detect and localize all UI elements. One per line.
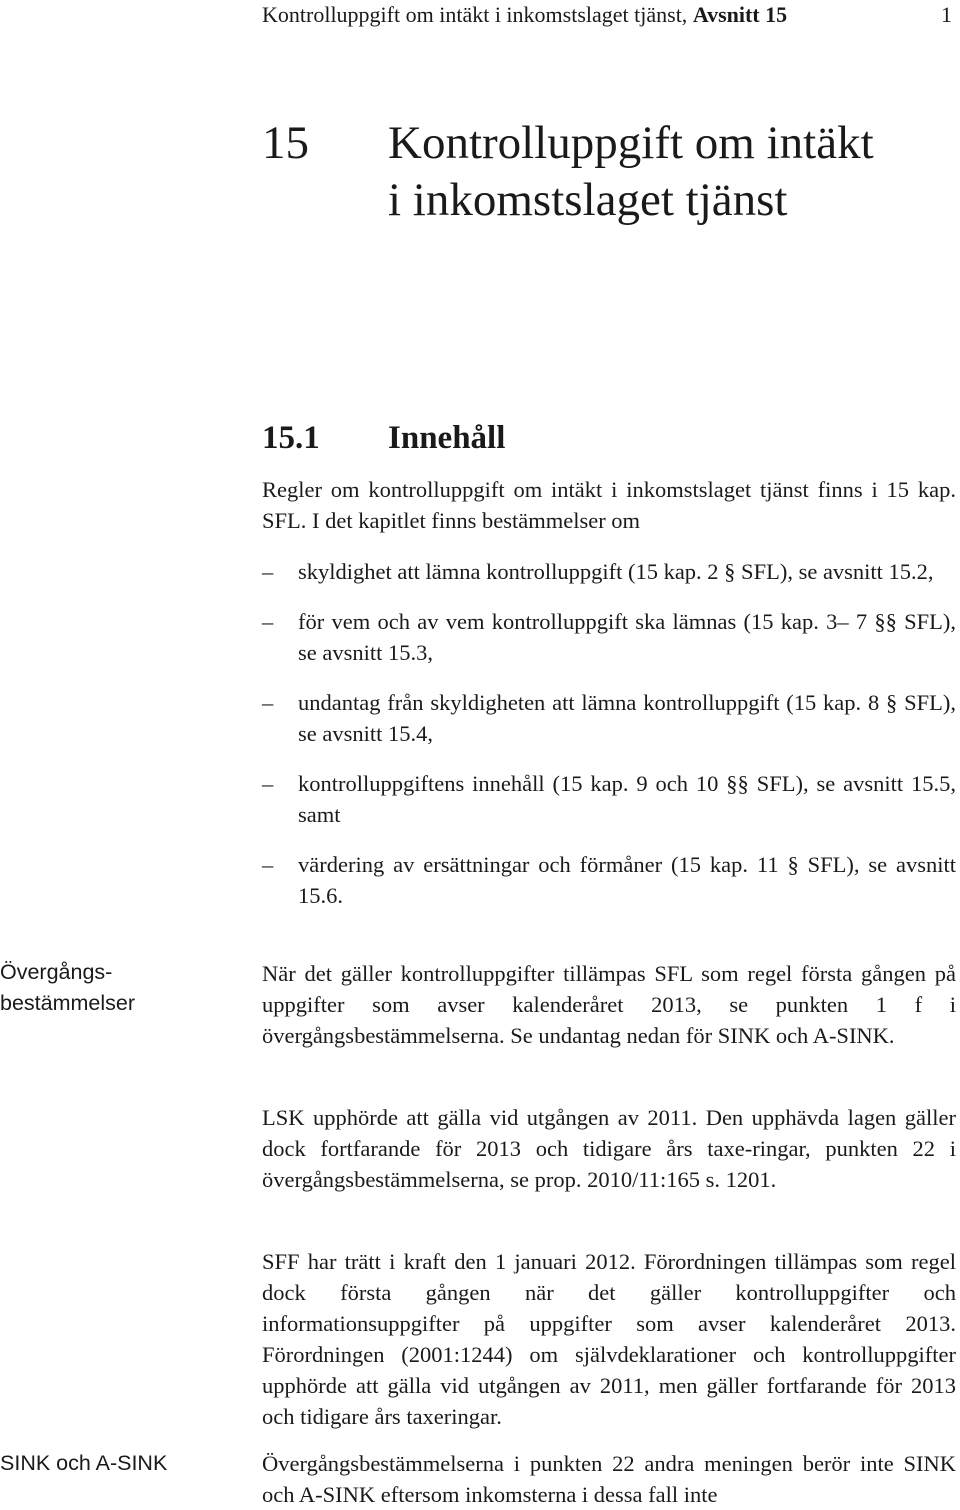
paragraph-lsk: [262, 1102, 956, 1195]
paragraph-text: När det gäller kontrolluppgifter tillämpas SFL som regel första gången på uppgifter som avser kalenderåret 2013, se punkten 1 f i övergångsbestämmelserna. Se undantag nedan för SINK och A-SINK.: [262, 961, 956, 1048]
page-number: 1: [941, 2, 952, 27]
chapter-title-line-1: Kontrolluppgift om intäkt: [388, 117, 874, 169]
chapter-title: [388, 115, 874, 229]
running-header: [262, 0, 952, 30]
list-item-text: undantag från skyldigheten att lämna kontrolluppgift (15 kap. 8 § SFL), se avsnitt 15.4,: [298, 690, 956, 746]
margin-heading-sink: SINK och A-SINK: [0, 1451, 168, 1475]
chapter-heading: [262, 115, 952, 229]
content-list: [262, 556, 956, 930]
running-section: Avsnitt 15: [692, 2, 788, 27]
dash-marker: –: [262, 852, 274, 877]
margin-heading-line-1: Övergångs-: [0, 960, 113, 984]
chapter-number: 15: [262, 117, 309, 169]
section-title: Innehåll: [388, 420, 506, 456]
paragraph-sink: [262, 1448, 956, 1510]
paragraph-sff: [262, 1246, 956, 1432]
list-item: [262, 687, 956, 749]
chapter-title-line-2: i inkomstslaget tjänst: [388, 174, 788, 226]
dash-marker: –: [262, 690, 274, 715]
list-item: [262, 849, 956, 911]
margin-heading-transition: [0, 957, 240, 1019]
intro-text: Regler om kontrolluppgift om intäkt i inkomstslaget tjänst finns i 15 kap. SFL. I det kapitlet finns bestämmelser om: [262, 477, 956, 533]
paragraph-transition: [262, 958, 956, 1051]
dash-marker: –: [262, 771, 274, 796]
section-heading: [262, 416, 505, 460]
running-title: Kontrolluppgift om intäkt i inkomstslaget tjänst,: [262, 2, 688, 27]
list-item-text: skyldighet att lämna kontrolluppgift (15 kap. 2 § SFL), se avsnitt 15.2,: [298, 559, 934, 584]
paragraph-text: Övergångsbestämmelserna i punkten 22 andra meningen berör inte SINK och A-SINK eftersom inkomsterna i dessa fall inte: [262, 1451, 956, 1507]
intro-paragraph: [262, 474, 956, 536]
list-item-text: för vem och av vem kontrolluppgift ska lämnas (15 kap. 3– 7 §§ SFL), se avsnitt 15.3,: [298, 609, 956, 665]
section-number: 15.1: [262, 420, 320, 456]
list-item-text: värdering av ersättningar och förmåner (15 kap. 11 § SFL), se avsnitt 15.6.: [298, 852, 956, 908]
paragraph-text: SFF har trätt i kraft den 1 januari 2012. Förordningen tillämpas som regel dock första gången när det gäller kontrolluppgifter och informationsuppgifter på uppgifter som avser kalenderåret 2013. Förordningen (2001:1244) om självdeklarationer och kontrolluppgifter upphörde att gälla vid utgången av 2011, men gäller fortfarande för 2013 och tidigare års taxeringar.: [262, 1249, 956, 1429]
list-item: [262, 768, 956, 830]
list-item-text: kontrolluppgiftens innehåll (15 kap. 9 och 10 §§ SFL), se avsnitt 15.5, samt: [298, 771, 956, 827]
dash-marker: –: [262, 609, 274, 634]
list-item: [262, 556, 956, 587]
margin-heading-line-2: bestämmelser: [0, 991, 136, 1015]
paragraph-text: LSK upphörde att gälla vid utgången av 2011. Den upphävda lagen gäller dock fortfarande för 2013 och tidigare års taxe-ringar, punkten 22 i övergångsbestämmelserna, se prop. 2010/11:165 s. 1201.: [262, 1105, 956, 1192]
running-header-title: [262, 0, 787, 30]
list-item: [262, 606, 956, 668]
dash-marker: –: [262, 559, 274, 584]
